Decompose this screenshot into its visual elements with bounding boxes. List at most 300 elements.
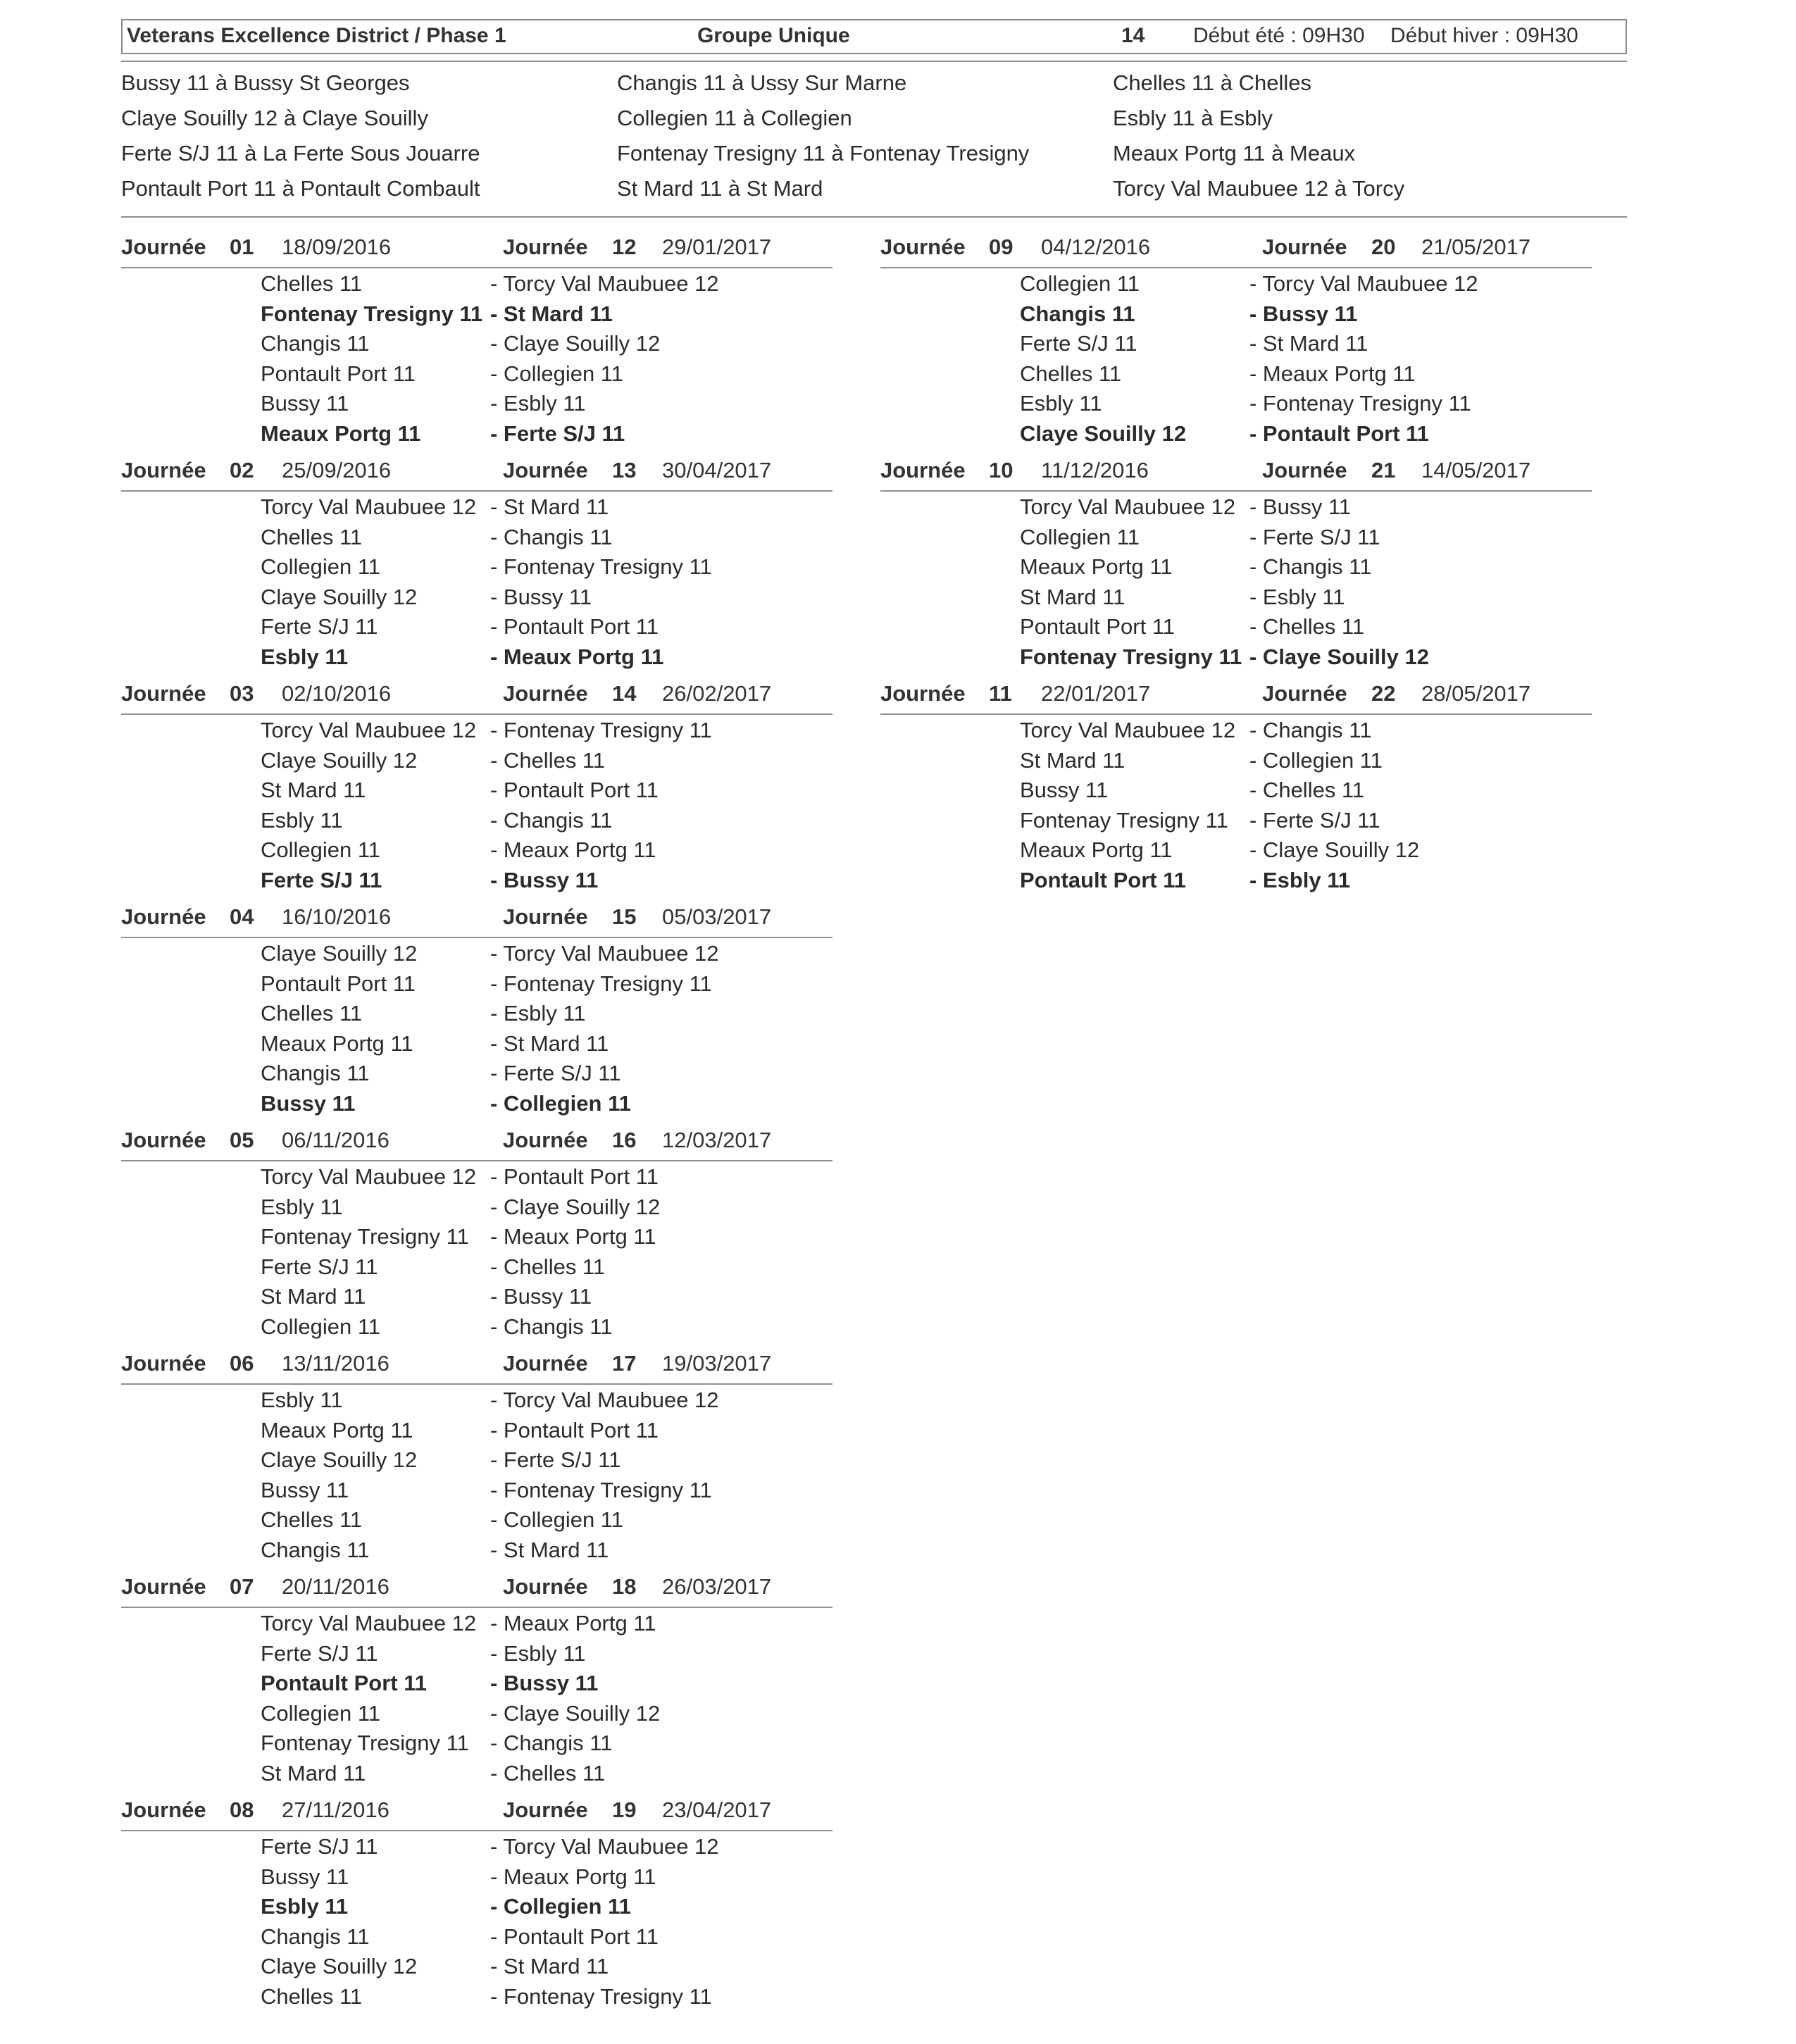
match-row (261, 494, 824, 525)
away-team: - Pontault Port 11 (490, 1417, 659, 1442)
away-team: - Esbly 11 (490, 1001, 586, 1026)
match-row (1020, 494, 1583, 525)
journee-divider (121, 490, 832, 492)
away-team: - Collegien 11 (1249, 747, 1383, 773)
match-list (1020, 271, 1583, 451)
away-team: - Esbly 11 (490, 391, 586, 416)
match-row (261, 1388, 824, 1418)
match-row (1020, 837, 1583, 868)
home-team: Torcy Val Maubuee 12 (261, 1164, 477, 1189)
home-team: Esbly 11 (261, 1194, 343, 1219)
match-row (261, 718, 824, 748)
away-team: - Chelles 11 (1249, 778, 1365, 803)
journee-label: Journée (503, 681, 588, 706)
match-row (261, 1984, 824, 2014)
home-team: Collegien 11 (1020, 271, 1140, 296)
journee-number: 04 (230, 904, 254, 929)
home-team: St Mard 11 (1020, 747, 1125, 773)
home-team: Changis 11 (261, 1537, 370, 1562)
match-row (261, 1195, 824, 1225)
competition-title: Veterans Excellence District / Phase 1 (127, 24, 506, 47)
journee-label: Journée (503, 904, 588, 929)
home-team: Collegien 11 (261, 1700, 381, 1726)
away-team: - Torcy Val Maubuee 12 (490, 941, 719, 966)
journee-block (121, 235, 832, 457)
journee-block (121, 1351, 832, 1573)
winter-start: Début hiver : 09H30 (1390, 24, 1578, 47)
match-row (261, 1061, 824, 1091)
away-team: - Claye Souilly 12 (1249, 837, 1420, 863)
away-team: - Chelles 11 (1249, 614, 1365, 640)
journee-header-return-leg (1262, 458, 1531, 483)
match-list (261, 494, 824, 675)
away-team: - St Mard 11 (490, 1537, 609, 1562)
journee-number: 14 (612, 681, 637, 706)
journee-label: Journée (880, 458, 966, 482)
match-list (261, 941, 824, 1121)
journee-header-return-leg (503, 1351, 772, 1376)
journee-number: 20 (1371, 235, 1396, 259)
journee-block (121, 681, 832, 904)
journee-label: Journée (1262, 458, 1347, 482)
match-list (261, 1388, 824, 1568)
home-team: Fontenay Tresigny 11 (1020, 644, 1242, 669)
home-team: Torcy Val Maubuee 12 (1020, 494, 1236, 519)
away-team: - Fontenay Tresigny 11 (490, 971, 712, 996)
club-venue: St Mard 11 à St Mard (617, 176, 823, 201)
journee-divider (880, 713, 1592, 715)
summer-start: Début été : 09H30 (1193, 24, 1365, 47)
header-box (121, 19, 1627, 54)
journee-date: 19/03/2017 (662, 1351, 772, 1376)
match-row (1020, 301, 1583, 332)
away-team: - Claye Souilly 12 (490, 1700, 661, 1726)
journee-label: Journée (503, 235, 588, 259)
match-row (261, 778, 824, 808)
away-team: - Torcy Val Maubuee 12 (1249, 271, 1478, 296)
journee-date: 26/02/2017 (662, 681, 772, 706)
journee-number: 07 (230, 1574, 254, 1599)
home-team: Esbly 11 (261, 1894, 349, 1919)
away-team: - Ferte S/J 11 (1249, 524, 1380, 549)
journee-label: Journée (880, 681, 966, 706)
journee-date: 27/11/2016 (282, 1797, 389, 1822)
journee-date: 29/01/2017 (662, 235, 772, 259)
journee-header-first-leg (880, 458, 1149, 483)
home-team: Meaux Portg 11 (1020, 554, 1173, 580)
journee-block (880, 458, 1592, 680)
match-row (261, 1284, 824, 1314)
journee-label: Journée (121, 235, 206, 259)
home-team: Torcy Val Maubuee 12 (261, 494, 477, 519)
match-row (261, 1611, 824, 1641)
away-team: - Fontenay Tresigny 11 (490, 718, 712, 742)
home-team: Fontenay Tresigny 11 (261, 1224, 469, 1250)
match-row (261, 808, 824, 838)
home-team: Chelles 11 (261, 1001, 363, 1026)
away-team: - Esbly 11 (490, 1640, 586, 1666)
journee-divider (121, 267, 832, 268)
away-team: - Pontault Port 11 (490, 1924, 659, 1949)
home-team: Claye Souilly 12 (261, 941, 418, 966)
home-team: Ferte S/J 11 (261, 1640, 378, 1666)
match-row (1020, 361, 1583, 392)
home-team: Torcy Val Maubuee 12 (261, 1611, 477, 1635)
journee-date: 18/09/2016 (282, 235, 392, 259)
away-team: - Collegien 11 (490, 1090, 631, 1116)
match-row (261, 585, 824, 615)
match-list (261, 1834, 824, 2014)
journee-number: 15 (612, 904, 637, 929)
home-team: Fontenay Tresigny 11 (1020, 807, 1228, 833)
team-count: 14 (1121, 24, 1145, 47)
journee-header-return-leg (1262, 681, 1531, 706)
match-row (1020, 554, 1583, 585)
away-team: - Collegien 11 (490, 361, 623, 386)
journee-number: 19 (612, 1797, 637, 1822)
away-team: - Torcy Val Maubuee 12 (490, 1388, 719, 1412)
journee-header-return-leg (503, 458, 772, 483)
club-venue: Meaux Portg 11 à Meaux (1113, 141, 1356, 166)
home-team: Esbly 11 (1020, 391, 1102, 416)
home-team: Claye Souilly 12 (261, 1447, 418, 1473)
journee-divider (880, 490, 1592, 492)
match-row (1020, 331, 1583, 361)
journee-date: 14/05/2017 (1421, 458, 1531, 482)
match-row (261, 1164, 824, 1195)
away-team: - St Mard 11 (1249, 331, 1368, 356)
home-team: Changis 11 (261, 1924, 370, 1949)
away-team: - Ferte S/J 11 (490, 1447, 621, 1473)
journee-number: 01 (230, 235, 254, 259)
away-team: - Claye Souilly 12 (490, 1194, 661, 1219)
match-row (261, 1001, 824, 1031)
away-team: - Ferte S/J 11 (1249, 807, 1380, 833)
journee-date: 30/04/2017 (662, 458, 772, 482)
club-venue: Claye Souilly 12 à Claye Souilly (121, 106, 428, 130)
journee-label: Journée (121, 1574, 206, 1599)
away-team: - Collegien 11 (490, 1507, 623, 1533)
away-team: - Meaux Portg 11 (490, 1611, 656, 1635)
match-row (261, 301, 824, 332)
match-list (261, 718, 824, 898)
away-team: - Ferte S/J 11 (490, 420, 625, 446)
away-team: - Ferte S/J 11 (490, 1061, 621, 1086)
away-team: - Pontault Port 11 (490, 1164, 659, 1189)
home-team: Pontault Port 11 (1020, 867, 1186, 892)
home-team: Torcy Val Maubuee 12 (261, 718, 477, 742)
journee-label: Journée (503, 1128, 588, 1152)
home-team: Chelles 11 (1020, 361, 1122, 386)
journee-number: 10 (989, 458, 1014, 482)
match-row (261, 1224, 824, 1254)
journee-number: 06 (230, 1351, 254, 1376)
away-team: - Pontault Port 11 (490, 614, 659, 640)
match-row (261, 421, 824, 451)
club-venue: Chelles 11 à Chelles (1113, 70, 1312, 95)
journee-block (121, 904, 832, 1127)
journee-number: 09 (989, 235, 1014, 259)
match-row (261, 361, 824, 392)
match-row (261, 391, 824, 421)
match-row (261, 868, 824, 898)
home-team: Bussy 11 (261, 1090, 356, 1116)
match-list (1020, 718, 1583, 898)
journee-header-return-leg (503, 904, 772, 930)
away-team: - Collegien 11 (490, 1894, 631, 1919)
match-row (261, 525, 824, 555)
clubs-divider (121, 216, 1627, 218)
journee-header-first-leg (121, 681, 392, 706)
away-team: - Torcy Val Maubuee 12 (490, 271, 719, 296)
match-row (261, 1834, 824, 1864)
home-team: Torcy Val Maubuee 12 (1020, 718, 1236, 742)
match-row (261, 1478, 824, 1508)
journee-number: 18 (612, 1574, 637, 1599)
journee-block (121, 458, 832, 680)
home-team: Esbly 11 (261, 644, 349, 669)
away-team: - Meaux Portg 11 (490, 1864, 656, 1889)
match-row (261, 1091, 824, 1121)
home-team: Claye Souilly 12 (261, 1954, 418, 1979)
group-name: Groupe Unique (697, 24, 850, 47)
away-team: - Meaux Portg 11 (490, 644, 664, 669)
home-team: Ferte S/J 11 (261, 1834, 378, 1859)
match-row (261, 644, 824, 675)
journee-header-first-leg (880, 681, 1151, 706)
club-venue: Collegien 11 à Collegien (617, 106, 852, 130)
home-team: Ferte S/J 11 (261, 614, 378, 640)
match-row (261, 1671, 824, 1701)
match-row (1020, 808, 1583, 838)
home-team: Pontault Port 11 (261, 361, 416, 386)
match-row (1020, 718, 1583, 748)
journee-header-return-leg (503, 1128, 772, 1153)
away-team: - Claye Souilly 12 (1249, 644, 1429, 669)
home-team: Pontault Port 11 (1020, 614, 1175, 640)
home-team: Meaux Portg 11 (261, 420, 421, 446)
away-team: - Bussy 11 (490, 584, 592, 609)
match-row (261, 748, 824, 778)
journee-date: 11/12/2016 (1041, 458, 1149, 482)
home-team: Claye Souilly 12 (1020, 420, 1187, 446)
journee-number: 03 (230, 681, 254, 706)
match-row (1020, 614, 1583, 644)
match-row (1020, 421, 1583, 451)
journee-number: 22 (1371, 681, 1396, 706)
away-team: - Fontenay Tresigny 11 (490, 554, 712, 580)
away-team: - Bussy 11 (490, 1284, 592, 1309)
journee-block (121, 1574, 832, 1797)
journee-block (880, 681, 1592, 904)
home-team: Bussy 11 (1020, 778, 1109, 803)
home-team: Chelles 11 (261, 271, 363, 296)
club-venue: Fontenay Tresigny 11 à Fontenay Tresigny (617, 141, 1030, 166)
journee-number: 21 (1371, 458, 1396, 482)
match-row (261, 1701, 824, 1731)
journee-header-return-leg (503, 1797, 772, 1823)
home-team: Esbly 11 (261, 1388, 343, 1412)
journee-number: 17 (612, 1351, 637, 1376)
home-team: Chelles 11 (261, 524, 363, 549)
journee-divider (121, 1830, 832, 1831)
journee-divider (121, 1383, 832, 1385)
journee-label: Journée (503, 1351, 588, 1376)
journee-label: Journée (503, 458, 588, 482)
journee-divider (121, 1160, 832, 1161)
match-list (261, 271, 824, 451)
away-team: - Changis 11 (1249, 554, 1372, 580)
journee-label: Journée (121, 1351, 206, 1376)
match-row (261, 554, 824, 585)
match-list (261, 1164, 824, 1345)
match-list (1020, 494, 1583, 675)
home-team: Meaux Portg 11 (261, 1417, 413, 1442)
journee-date: 12/03/2017 (662, 1128, 772, 1152)
journee-label: Journée (121, 458, 206, 482)
match-row (261, 837, 824, 868)
away-team: - Fontenay Tresigny 11 (1249, 391, 1471, 416)
home-team: Changis 11 (1020, 301, 1135, 326)
home-team: Bussy 11 (261, 1477, 349, 1502)
journee-number: 02 (230, 458, 254, 482)
match-row (261, 1447, 824, 1478)
away-team: - Changis 11 (490, 1731, 613, 1756)
club-venue: Changis 11 à Ussy Sur Marne (617, 70, 907, 95)
journee-block (880, 235, 1592, 457)
match-row (1020, 868, 1583, 898)
journee-date: 02/10/2016 (282, 681, 392, 706)
match-row (261, 1924, 824, 1955)
away-team: - Changis 11 (490, 524, 613, 549)
journee-date: 16/10/2016 (282, 904, 392, 929)
away-team: - Esbly 11 (1249, 867, 1351, 892)
match-row (1020, 391, 1583, 421)
match-row (1020, 644, 1583, 675)
home-team: St Mard 11 (1020, 584, 1125, 609)
home-team: Ferte S/J 11 (1020, 331, 1137, 356)
away-team: - Pontault Port 11 (490, 778, 659, 803)
journee-number: 12 (612, 235, 637, 259)
match-row (261, 1507, 824, 1538)
journee-divider (121, 713, 832, 715)
match-row (261, 1641, 824, 1671)
home-team: Claye Souilly 12 (261, 747, 418, 773)
journee-label: Journée (503, 1797, 588, 1822)
match-row (261, 614, 824, 644)
match-row (261, 1864, 824, 1895)
home-team: Esbly 11 (261, 807, 343, 833)
home-team: Meaux Portg 11 (261, 1030, 413, 1056)
match-row (261, 1254, 824, 1285)
away-team: - Changis 11 (490, 1314, 613, 1339)
home-team: Fontenay Tresigny 11 (261, 301, 483, 326)
journee-number: 11 (989, 681, 1012, 706)
away-team: - Pontault Port 11 (1249, 420, 1429, 446)
journee-header-first-leg (121, 1128, 389, 1153)
home-team: Chelles 11 (261, 1507, 363, 1533)
away-team: - Chelles 11 (490, 1760, 606, 1786)
journee-label: Journée (121, 1797, 206, 1822)
journee-label: Journée (121, 904, 206, 929)
journee-number: 05 (230, 1128, 254, 1152)
journee-date: 21/05/2017 (1421, 235, 1531, 259)
match-row (1020, 585, 1583, 615)
away-team: - Bussy 11 (1249, 494, 1352, 519)
club-venue-list (121, 70, 1627, 211)
home-team: Changis 11 (261, 1061, 370, 1086)
away-team: - Fontenay Tresigny 11 (490, 1477, 712, 1502)
journee-date: 13/11/2016 (282, 1351, 389, 1376)
journee-date: 28/05/2017 (1421, 681, 1531, 706)
match-row (1020, 271, 1583, 301)
journee-label: Journée (503, 1574, 588, 1599)
journee-label: Journée (1262, 681, 1347, 706)
match-row (261, 1314, 824, 1345)
match-row (1020, 748, 1583, 778)
journee-divider (121, 1607, 832, 1608)
home-team: St Mard 11 (261, 778, 366, 803)
home-team: Fontenay Tresigny 11 (261, 1731, 469, 1756)
away-team: - St Mard 11 (490, 494, 609, 519)
journee-date: 06/11/2016 (282, 1128, 389, 1152)
away-team: - Torcy Val Maubuee 12 (490, 1834, 719, 1859)
away-team: - Meaux Portg 11 (1249, 361, 1416, 386)
away-team: - Meaux Portg 11 (490, 837, 656, 863)
home-team: Bussy 11 (261, 391, 349, 416)
journee-label: Journée (880, 235, 966, 259)
club-venue: Esbly 11 à Esbly (1113, 106, 1273, 130)
home-team: Changis 11 (261, 331, 370, 356)
home-team: Bussy 11 (261, 1864, 349, 1889)
home-team: Chelles 11 (261, 1983, 363, 2009)
home-team: Collegien 11 (261, 1314, 381, 1339)
match-row (261, 1538, 824, 1568)
away-team: - Bussy 11 (1249, 301, 1358, 326)
away-team: - Chelles 11 (490, 747, 606, 773)
match-row (261, 1031, 824, 1061)
journee-block (121, 1128, 832, 1350)
away-team: - Changis 11 (1249, 718, 1372, 742)
header-divider (121, 61, 1627, 62)
match-list (261, 1611, 824, 1791)
match-row (1020, 525, 1583, 555)
club-venue: Torcy Val Maubuee 12 à Torcy (1113, 176, 1405, 201)
journee-header-return-leg (503, 235, 772, 260)
journee-header-first-leg (121, 904, 392, 930)
journee-date: 26/03/2017 (662, 1574, 772, 1599)
club-venue: Bussy 11 à Bussy St Georges (121, 70, 410, 95)
home-team: Ferte S/J 11 (261, 1254, 378, 1279)
journee-number: 13 (612, 458, 637, 482)
home-team: St Mard 11 (261, 1760, 366, 1786)
journee-date: 25/09/2016 (282, 458, 392, 482)
home-team: Ferte S/J 11 (261, 867, 382, 892)
journee-number: 08 (230, 1797, 254, 1822)
journee-header-first-leg (121, 458, 392, 483)
journee-header-return-leg (503, 1574, 772, 1600)
journee-divider (121, 937, 832, 938)
home-team: Pontault Port 11 (261, 1671, 427, 1696)
away-team: - Esbly 11 (1249, 584, 1345, 609)
away-team: - Changis 11 (490, 807, 613, 833)
journee-date: 04/12/2016 (1041, 235, 1151, 259)
match-row (261, 1894, 824, 1924)
journee-header-first-leg (121, 1351, 389, 1376)
match-row (261, 971, 824, 1002)
journee-header-first-leg (880, 235, 1151, 260)
journee-divider (880, 267, 1592, 268)
